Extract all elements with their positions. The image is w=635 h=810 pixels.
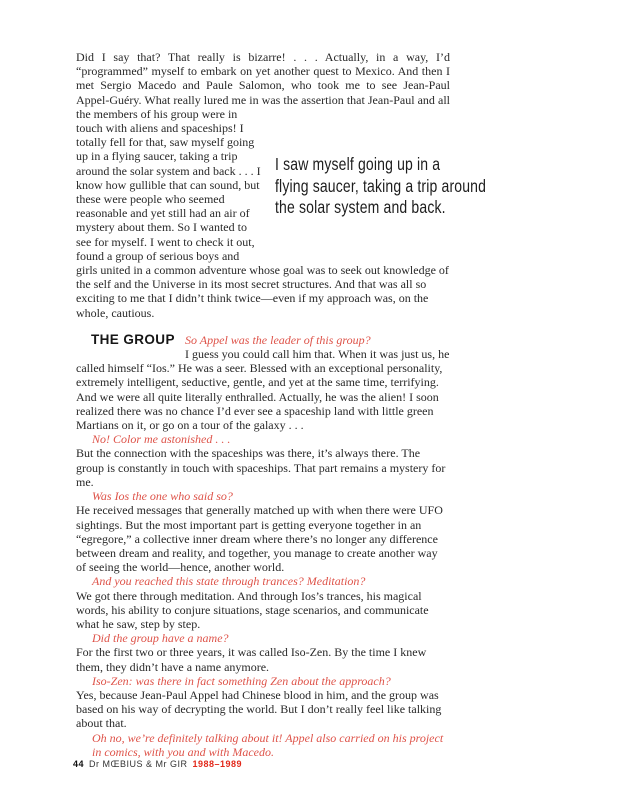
pull-quote-line: flying saucer, taking a trip around xyxy=(275,175,487,196)
footer-year-range: 1988–1989 xyxy=(192,759,243,769)
interview-question: Did the group have a name? xyxy=(92,631,229,646)
page-number: 44 xyxy=(73,759,85,769)
the-group-section xyxy=(76,333,450,759)
intro-text-before-quote: Did I say that? That really is bizarre! . . . Actually, in a way, I’d “programmed” myself to embark on yet another quest to Mexico. And then I met Sergio Macedo and Paule Salomon, who took me to see Jean-Paul Appel-Guéry. What really lured me in was the assertion that Jean-Paul and all the members of his group were in xyxy=(76,50,450,121)
interview-question: Iso-Zen: was there in fact something Zen about the approach? xyxy=(92,673,391,688)
interview-answer: For the first two or three years, it was called Iso-Zen. By the time I knew them, they didn’t have a name anymore. xyxy=(76,645,427,674)
interview-question: No! Color me astonished . . . xyxy=(92,432,231,447)
interview-question: Oh no, we’re definitely talking about it! Appel also carried on his project in comics, with you and with Macedo. xyxy=(92,730,444,759)
book-title: Dr MŒBIUS & Mr GIR xyxy=(89,759,188,769)
interview-question: Was Ios the one who said so? xyxy=(92,489,233,504)
interview-question: So Appel was the leader of this group? xyxy=(185,332,371,347)
page-footer xyxy=(73,758,242,770)
pull-quote-line: I saw myself going up in a xyxy=(275,154,441,175)
page-content xyxy=(76,50,487,759)
interview-answer: Yes, because Jean-Paul Appel had Chinese blood in him, and the group was based on his way of decrypting the world. But I don’t really feel like talking about that. xyxy=(76,687,442,731)
pull-quote-text xyxy=(275,154,487,219)
interview-question: And you reached this state through trances? Meditation? xyxy=(92,574,366,589)
intro-paragraph xyxy=(76,50,450,121)
pull-quote xyxy=(275,121,487,249)
interview-answer: We got there through meditation. And through Ios’s trances, his magical words, his ability to conjure situations, stage scenarios, and communicate what he saw, step by step. xyxy=(76,588,429,631)
section-heading: THE GROUP xyxy=(91,331,175,347)
interview-answer: He received messages that generally matched up with when there were UFO sightings. But the most important part is getting everyone together in an “egregore,” a collective inner dream where there’s no longer any difference between dream and reality, and together, you manage to create another way of seeing the world—hence, another world. xyxy=(76,503,443,575)
intro-text-after-quote: touch with aliens and spaceships! I totally fell for that, saw myself going up in a flying saucer, taking a trip around the solar system and back . . . I know how gullible that can sound, but these were people who seemed reasonable and yet still had an air of mystery about them. So I wanted to see for myself. I went to check it out, found a group of serious boys and girls united in a common adventure whose goal was to seek out knowledge of the self and the Universe in its most secret structures. And that was all so exciting to me that I didn’t think twice—even if my approach was, on the whole, cautious. xyxy=(76,121,449,320)
pull-quote-line: the solar system and back. xyxy=(275,197,446,218)
interview-answer: But the connection with the spaceships was there, it’s always there. The group is constantly in touch with spaceships. That part remains a mystery for me. xyxy=(76,446,446,489)
interview-answer: I guess you could call him that. When it was just us, he called himself “Ios.” He was a seer. Blessed with an exceptional personality, extremely intelligent, seductive, gentle, and yet at the same time, terrifying. And we were all quite literally enthralled. Actually, he was the alien! I soon realized there was no chance I’d ever see a spaceship land with little green Martians on it, or go on a tour of the galaxy . . . xyxy=(76,347,450,433)
